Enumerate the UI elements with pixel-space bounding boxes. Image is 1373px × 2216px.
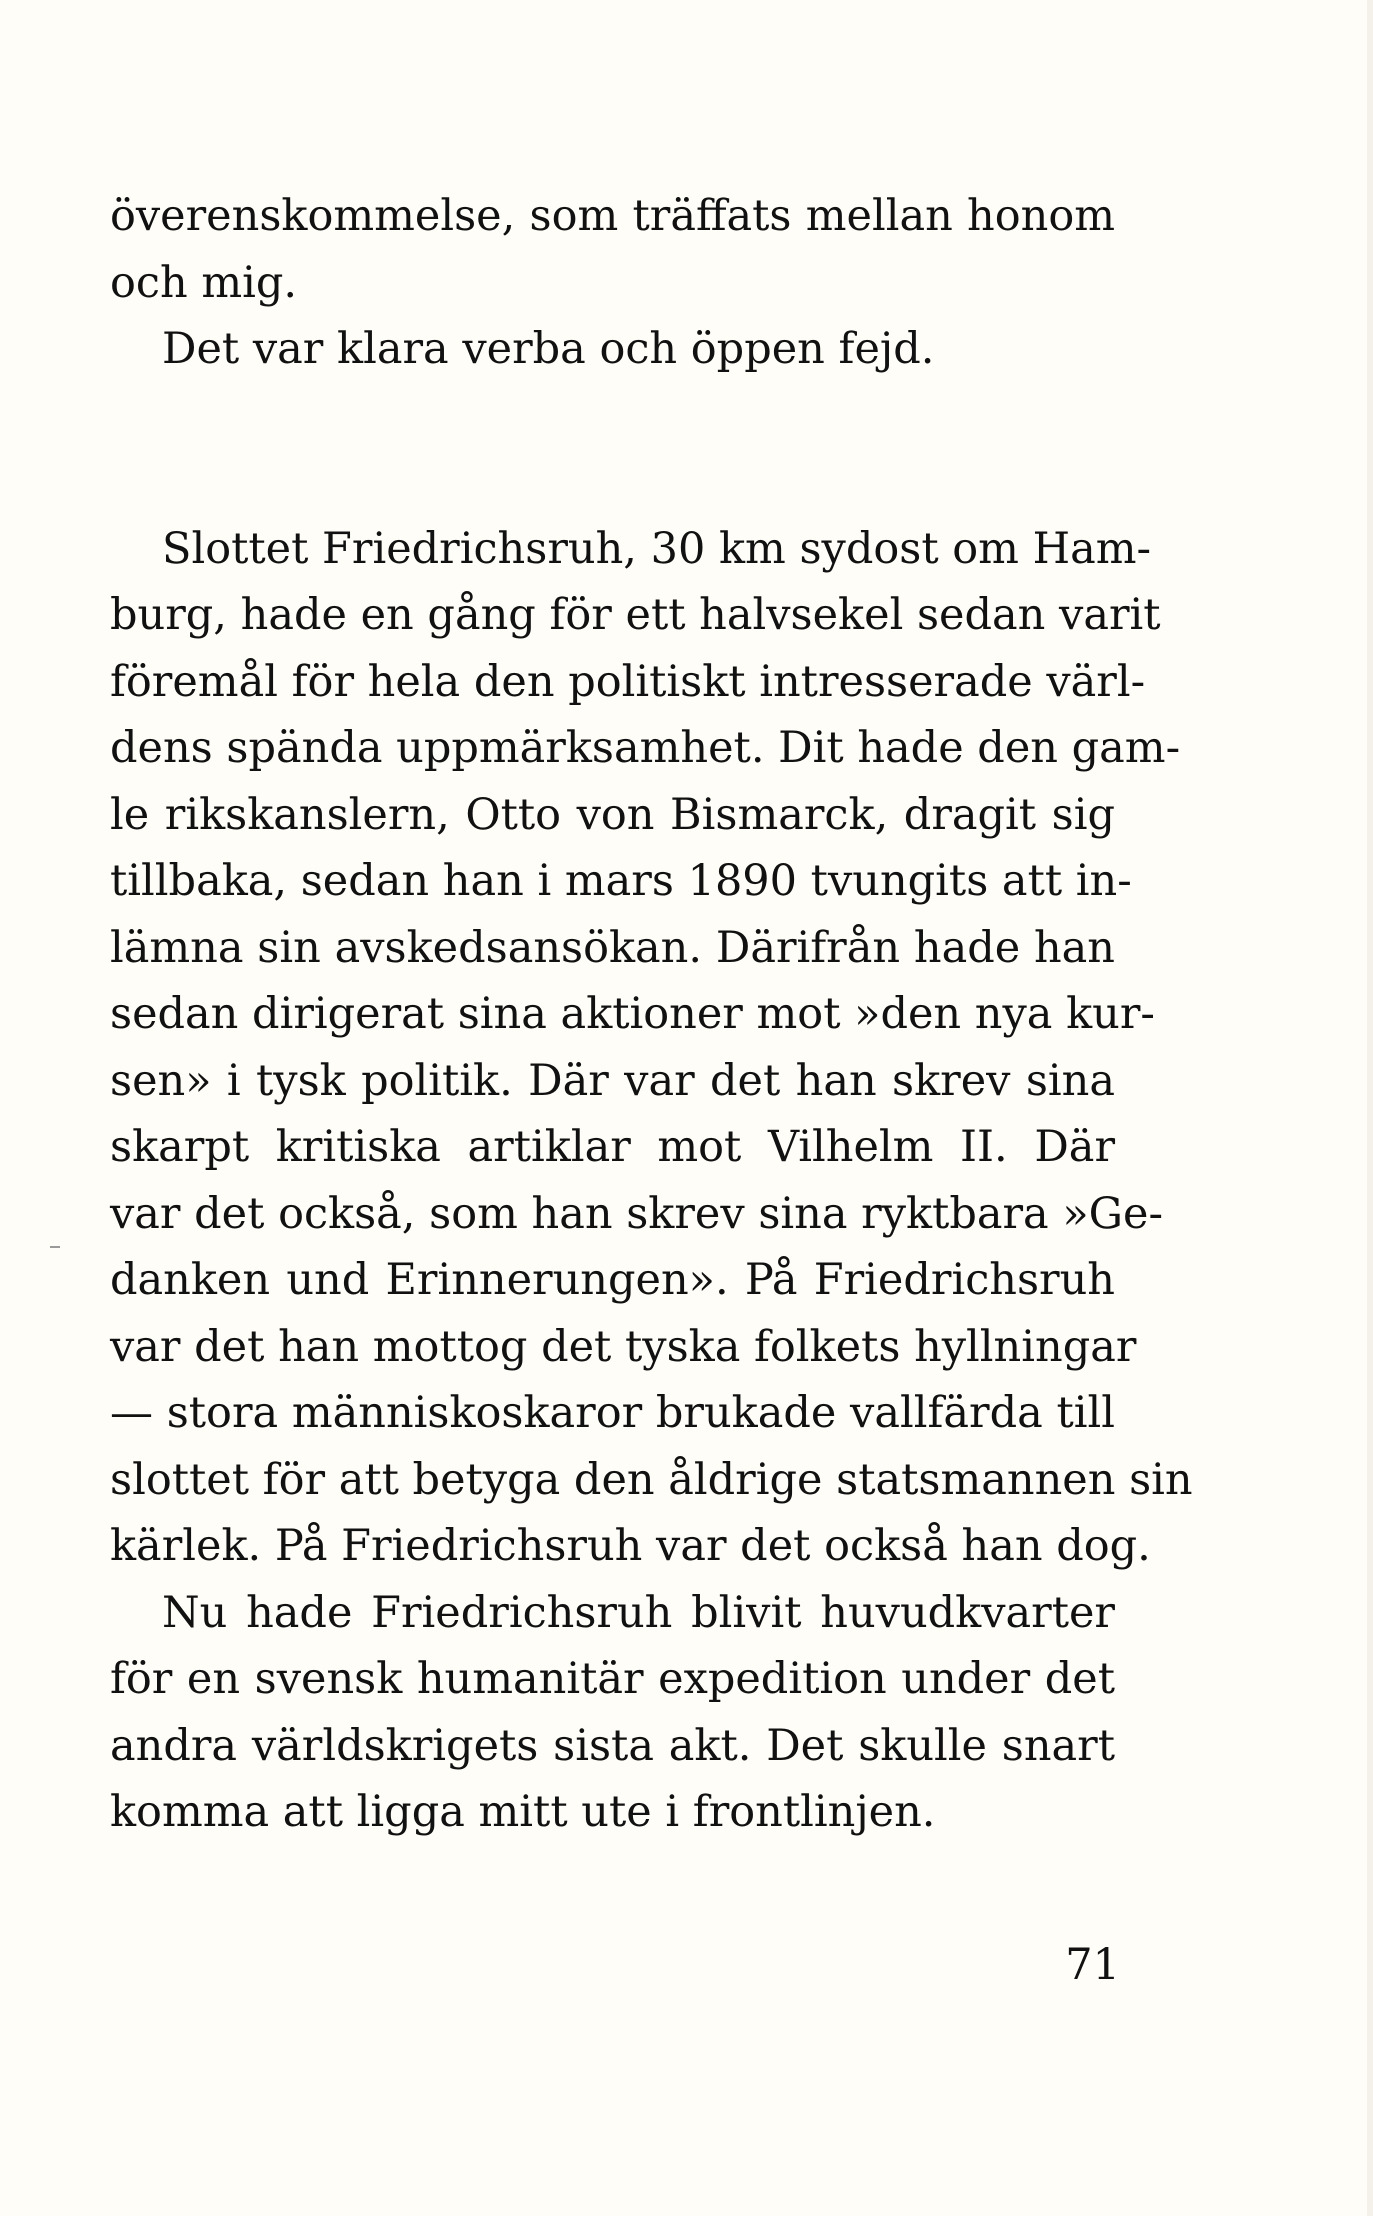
- text-line: burg, hade en gång för ett halvsekel sedan varit: [110, 590, 1161, 640]
- text-line: andra världskrigets sista akt. Det skulle snart: [110, 1720, 1115, 1771]
- text-line: — stora människoskaror brukade vallfärda till: [110, 1388, 1115, 1438]
- text-line: överenskommelse, som träffats mellan honom: [110, 191, 1115, 241]
- margin-mark: [50, 1246, 60, 1248]
- text-line: Nu hade Friedrichsruh blivit huvudkvarter: [162, 1587, 1115, 1638]
- text-line: kärlek. På Friedrichsruh var det också han dog.: [110, 1521, 1151, 1571]
- text-line: dens spända uppmärksamhet. Dit hade den gam-: [110, 723, 1181, 773]
- section-break: [110, 383, 1115, 516]
- text-line: skarpt kritiska artiklar mot Vilhelm II. Där: [110, 1122, 1115, 1172]
- text-line: föremål för hela den politiskt intresserade värl-: [110, 656, 1146, 707]
- body-text: [110, 183, 1193, 1846]
- text-line: danken und Erinnerungen». På Friedrichsruh: [110, 1255, 1115, 1305]
- text-line: och mig.: [110, 257, 298, 308]
- text-line: le rikskanslern, Otto von Bismarck, dragit sig: [110, 789, 1115, 840]
- page-number: 71: [1065, 1940, 1120, 1990]
- page-edge-shadow: [1367, 0, 1373, 2216]
- text-line: Slottet Friedrichsruh, 30 km sydost om Ham-: [162, 523, 1152, 574]
- text-line: var det han mottog det tyska folkets hyllningar: [110, 1321, 1137, 1372]
- text-line: Det var klara verba och öppen fejd.: [162, 324, 935, 374]
- text-line: sedan dirigerat sina aktioner mot »den nya kur-: [110, 989, 1155, 1039]
- text-line: sen» i tysk politik. Där var det han skrev sina: [110, 1055, 1115, 1106]
- text-line: för en svensk humanitär expedition under det: [110, 1654, 1115, 1704]
- text-line: komma att ligga mitt ute i frontlinjen.: [110, 1787, 936, 1837]
- text-line: lämna sin avskedsansökan. Därifrån hade han: [110, 922, 1115, 973]
- text-line: var det också, som han skrev sina ryktbara »Ge-: [110, 1188, 1163, 1239]
- text-line: tillbaka, sedan han i mars 1890 tvungits att in-: [110, 856, 1132, 906]
- text-line: slottet för att betyga den åldrige statsmannen sin: [110, 1454, 1193, 1505]
